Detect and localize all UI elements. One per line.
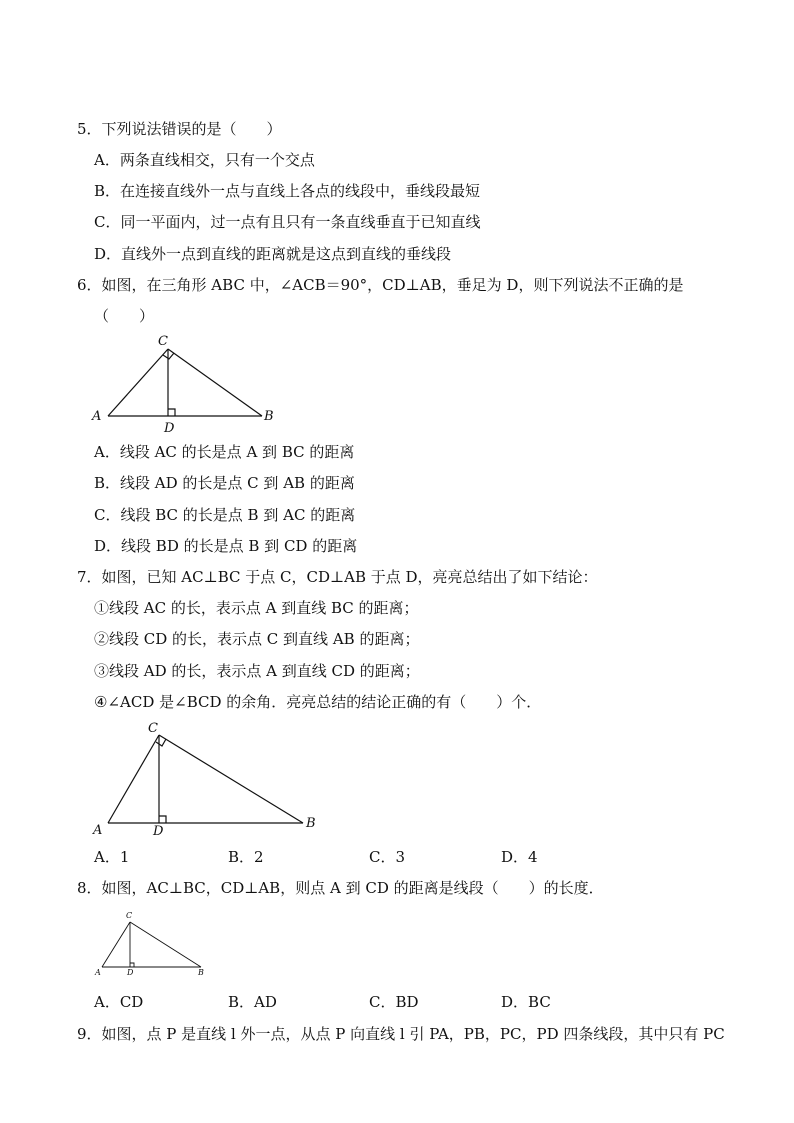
q6-option-d: D．线段 BD 的长是点 B 到 CD 的距离 — [94, 537, 358, 555]
q7-option-a: A．1 — [94, 848, 130, 866]
q7-statement-3: ③线段 AD 的长，表示点 A 到直线 CD 的距离； — [94, 662, 420, 680]
q7-triangle-figure — [90, 718, 330, 840]
q7-label-a: A — [93, 823, 103, 838]
q6-stem: 6．如图，在三角形 ABC 中，∠ACB＝90°，CD⊥AB，垂足为 D，则下列说法不正确的是 — [77, 276, 684, 294]
q7-label-c: C — [148, 721, 158, 736]
q7-label-b: B — [306, 816, 316, 831]
q8-option-d: D．BC — [501, 993, 551, 1011]
q5-option-c: C．同一平面内，过一点有且只有一条直线垂直于已知直线 — [94, 213, 481, 231]
q9-stem: 9．如图，点 P 是直线 l 外一点，从点 P 向直线 l 引 PA，PB，PC，PD 四条线段，其中只有 PC — [77, 1025, 725, 1043]
q7-statement-1: ①线段 AC 的长，表示点 A 到直线 BC 的距离； — [94, 599, 419, 617]
q8-option-c: C．BD — [369, 993, 419, 1011]
q7-statement-4: ④∠ACD 是∠BCD 的余角．亮亮总结的结论正确的有（ ）个． — [94, 693, 542, 711]
q8-segment-ac — [102, 922, 130, 967]
q7-stem: 7．如图，已知 AC⊥BC 于点 C，CD⊥AB 于点 D，亮亮总结出了如下结论： — [77, 568, 598, 586]
q7-option-c: C．3 — [369, 848, 406, 866]
q7-right-angle-mark-d — [159, 816, 166, 823]
q8-option-a: A．CD — [94, 993, 144, 1011]
q8-right-angle-mark-d — [130, 963, 134, 967]
q8-label-c: C — [126, 911, 133, 920]
q8-option-b: B．AD — [228, 993, 277, 1011]
q8-options — [94, 992, 694, 1012]
q5-option-d: D．直线外一点到直线的距离就是这点到直线的垂线段 — [94, 245, 452, 263]
q6-label-b: B — [264, 409, 274, 424]
q6-label-c: C — [158, 334, 168, 349]
q7-segment-ac — [108, 735, 159, 823]
q5-option-a: A．两条直线相交，只有一个交点 — [94, 151, 315, 169]
q5-option-b: B．在连接直线外一点与直线上各点的线段中，垂线段最短 — [94, 182, 481, 200]
q8-segment-cb — [130, 922, 201, 967]
q6-label-a: A — [92, 409, 102, 424]
q6-option-c: C．线段 BC 的长是点 B 到 AC 的距离 — [94, 506, 356, 524]
q6-option-b: B．线段 AD 的长是点 C 到 AB 的距离 — [94, 474, 355, 492]
q7-label-d: D — [153, 824, 164, 839]
q6-segment-ac — [108, 349, 168, 416]
q7-statement-2: ②线段 CD 的长，表示点 C 到直线 AB 的距离； — [94, 630, 420, 648]
q7-right-angle-mark-c — [156, 739, 166, 746]
q5-stem: 5．下列说法错误的是（ ） — [77, 120, 282, 138]
q8-label-a: A — [95, 968, 101, 977]
q7-option-b: B．2 — [228, 848, 264, 866]
q7-options — [94, 847, 694, 867]
q6-stem-blank: （ ） — [94, 307, 155, 325]
q6-segment-cb — [168, 349, 262, 416]
q6-label-d: D — [164, 421, 175, 436]
q8-stem: 8．如图，AC⊥BC，CD⊥AB，则点 A 到 CD 的距离是线段（ ）的长度． — [77, 879, 604, 897]
q8-triangle-figure — [92, 908, 212, 980]
q8-label-b: B — [198, 968, 204, 977]
q8-label-d: D — [127, 968, 134, 977]
q6-triangle-figure — [90, 330, 280, 440]
q7-option-d: D．4 — [501, 848, 538, 866]
q7-segment-cb — [159, 735, 303, 823]
q6-right-angle-mark-d — [168, 409, 175, 416]
q6-option-a: A．线段 AC 的长是点 A 到 BC 的距离 — [94, 443, 355, 461]
